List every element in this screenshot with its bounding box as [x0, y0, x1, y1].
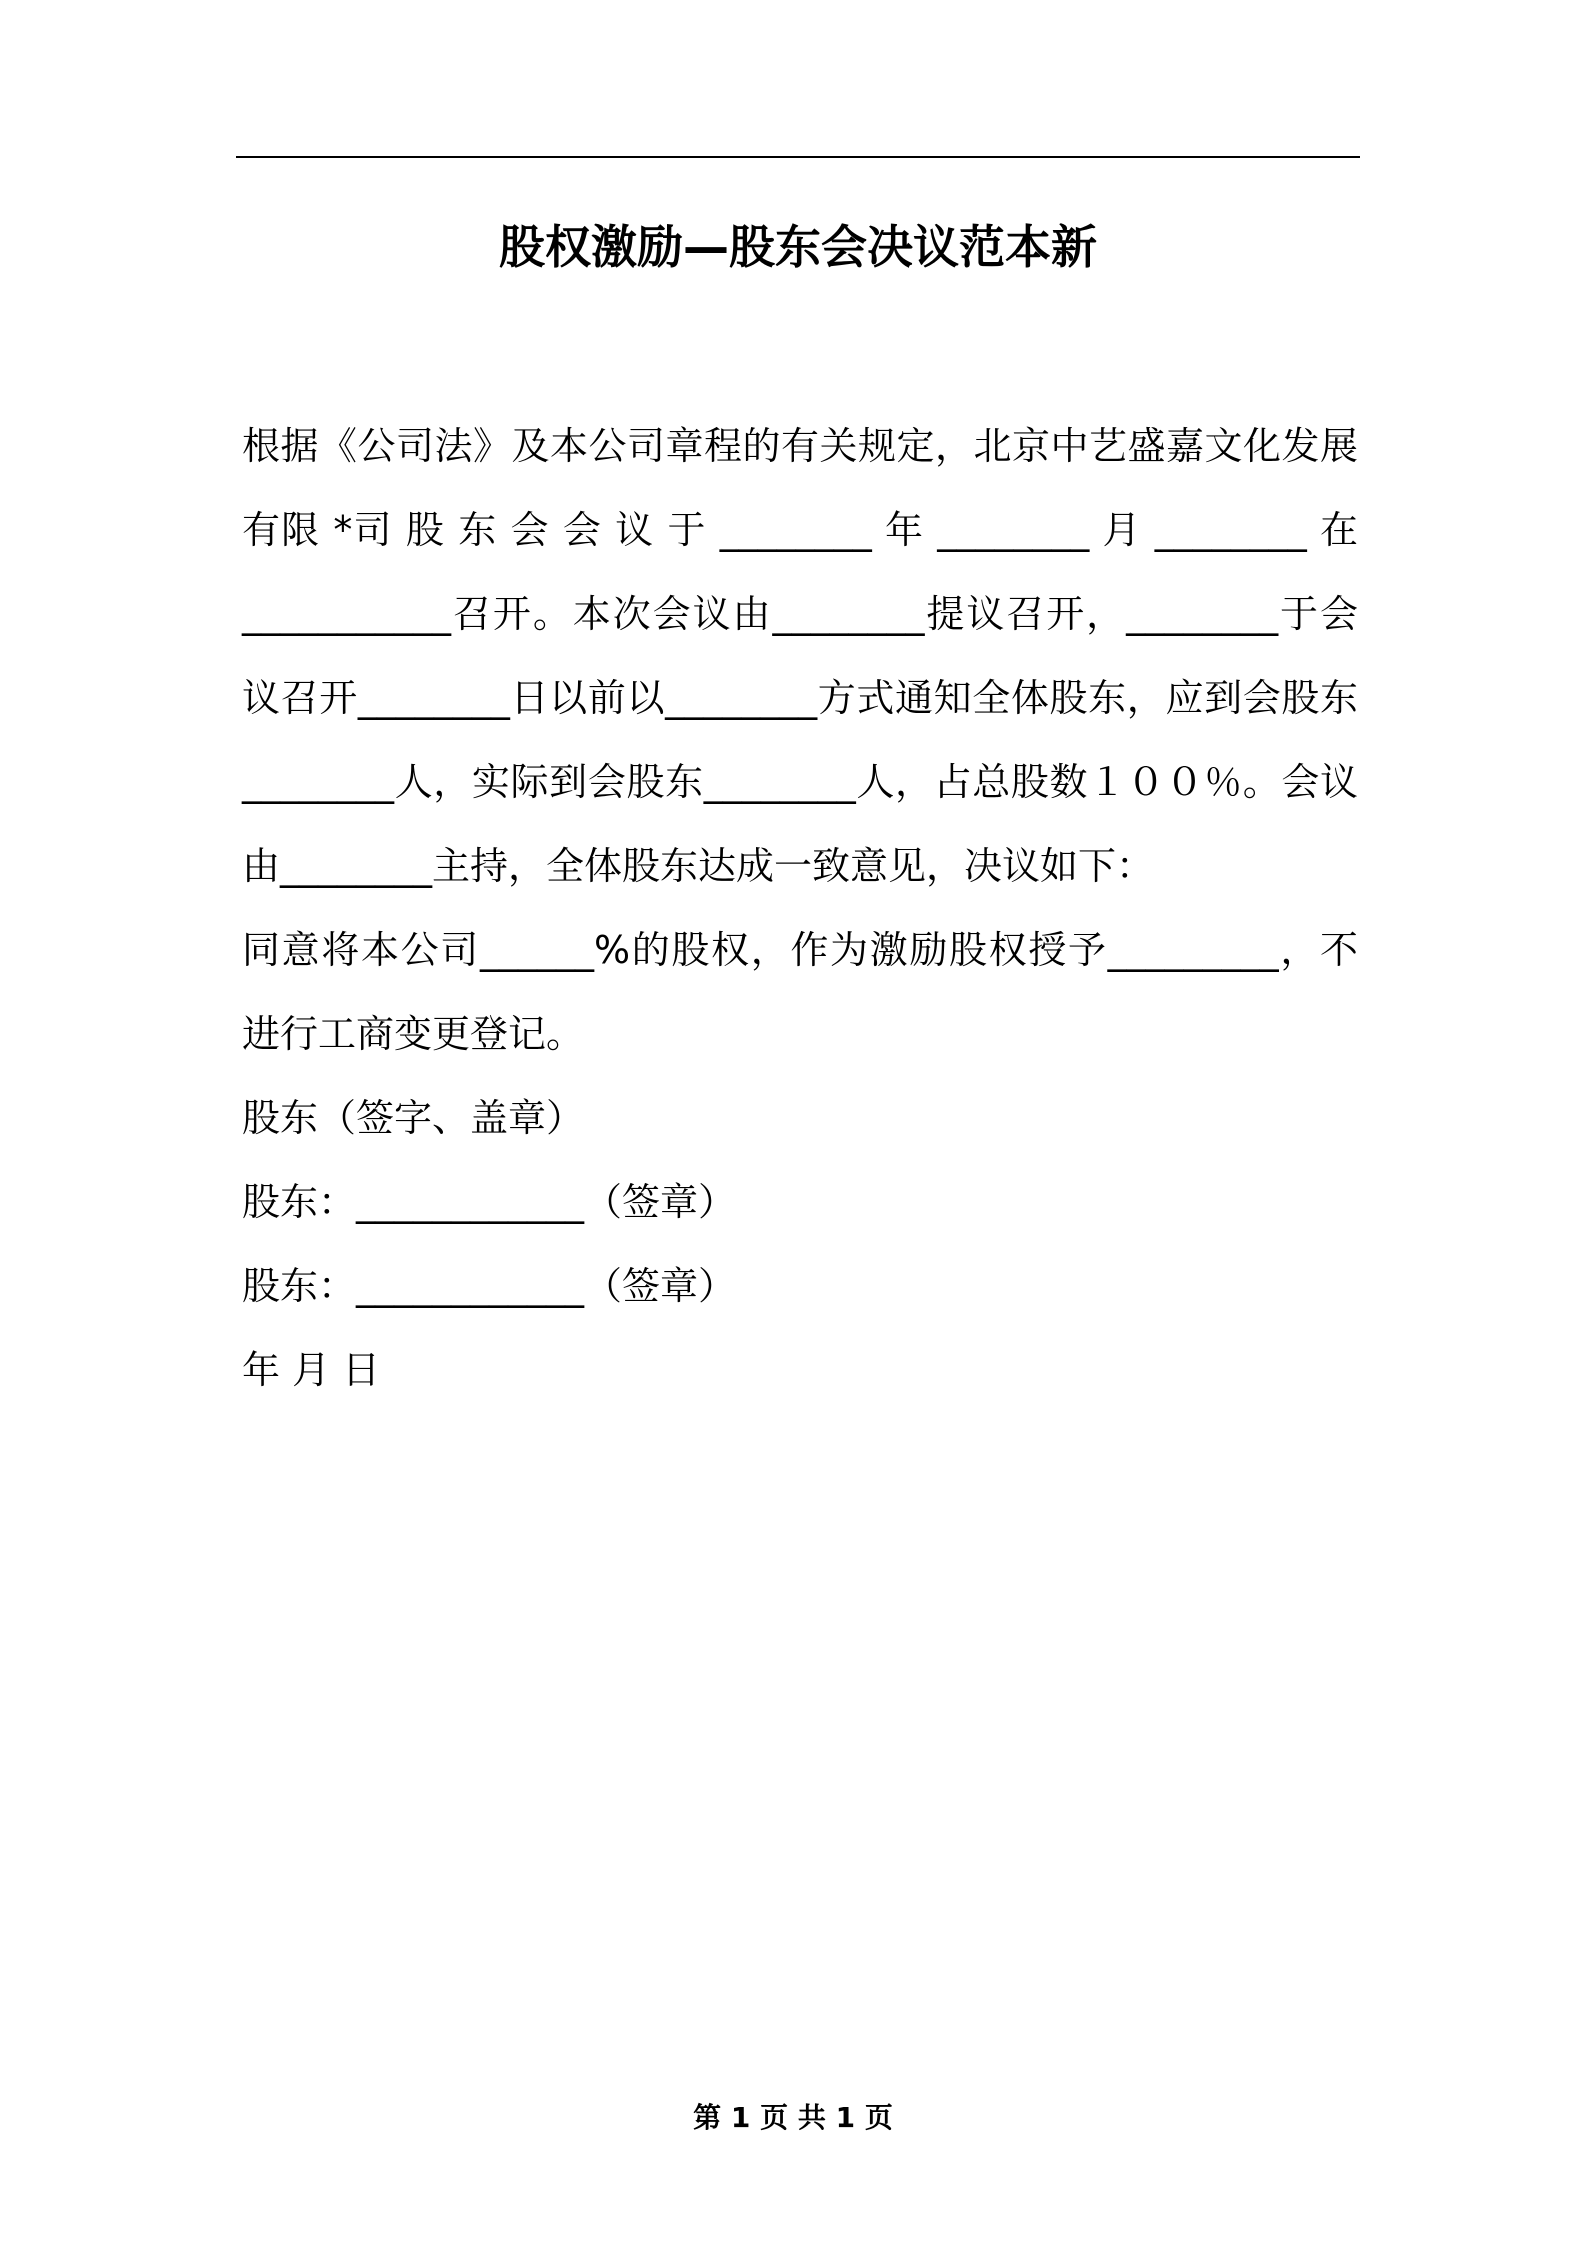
page-footer: 第 1 页 共 1 页: [693, 2101, 893, 2134]
resolution-clause-paragraph: 同意将本公司______%的股权，作为激励股权授予_________，不进行工商变更登记。: [242, 928, 1358, 1056]
shareholder-signature-line-1: 股东：____________（签章）: [242, 1180, 737, 1224]
signature-heading: 股东（签字、盖章）: [242, 1096, 585, 1140]
date-line: 年 月 日: [242, 1348, 381, 1392]
resolution-intro-paragraph: 根据《公司法》及本公司章程的有关规定，北京中艺盛嘉文化发展有限 *司 股 东 会 会 议 于 ________ 年 ________ 月 ________ 在___________召开。本次会议由________提议召开，________于会议召开________日以前以________方式通知全体股东，应到会股东________人，实际到会股东________人，占总股数１００％。会议由________主持，全体股东达成一致意见，决议如下：: [242, 424, 1358, 888]
shareholder-signature-line-2: 股东：____________（签章）: [242, 1264, 737, 1308]
document-body: [242, 404, 1358, 1412]
header-rule: [236, 156, 1360, 158]
document-title: 股权激励—股东会决议范本新: [499, 220, 1097, 274]
